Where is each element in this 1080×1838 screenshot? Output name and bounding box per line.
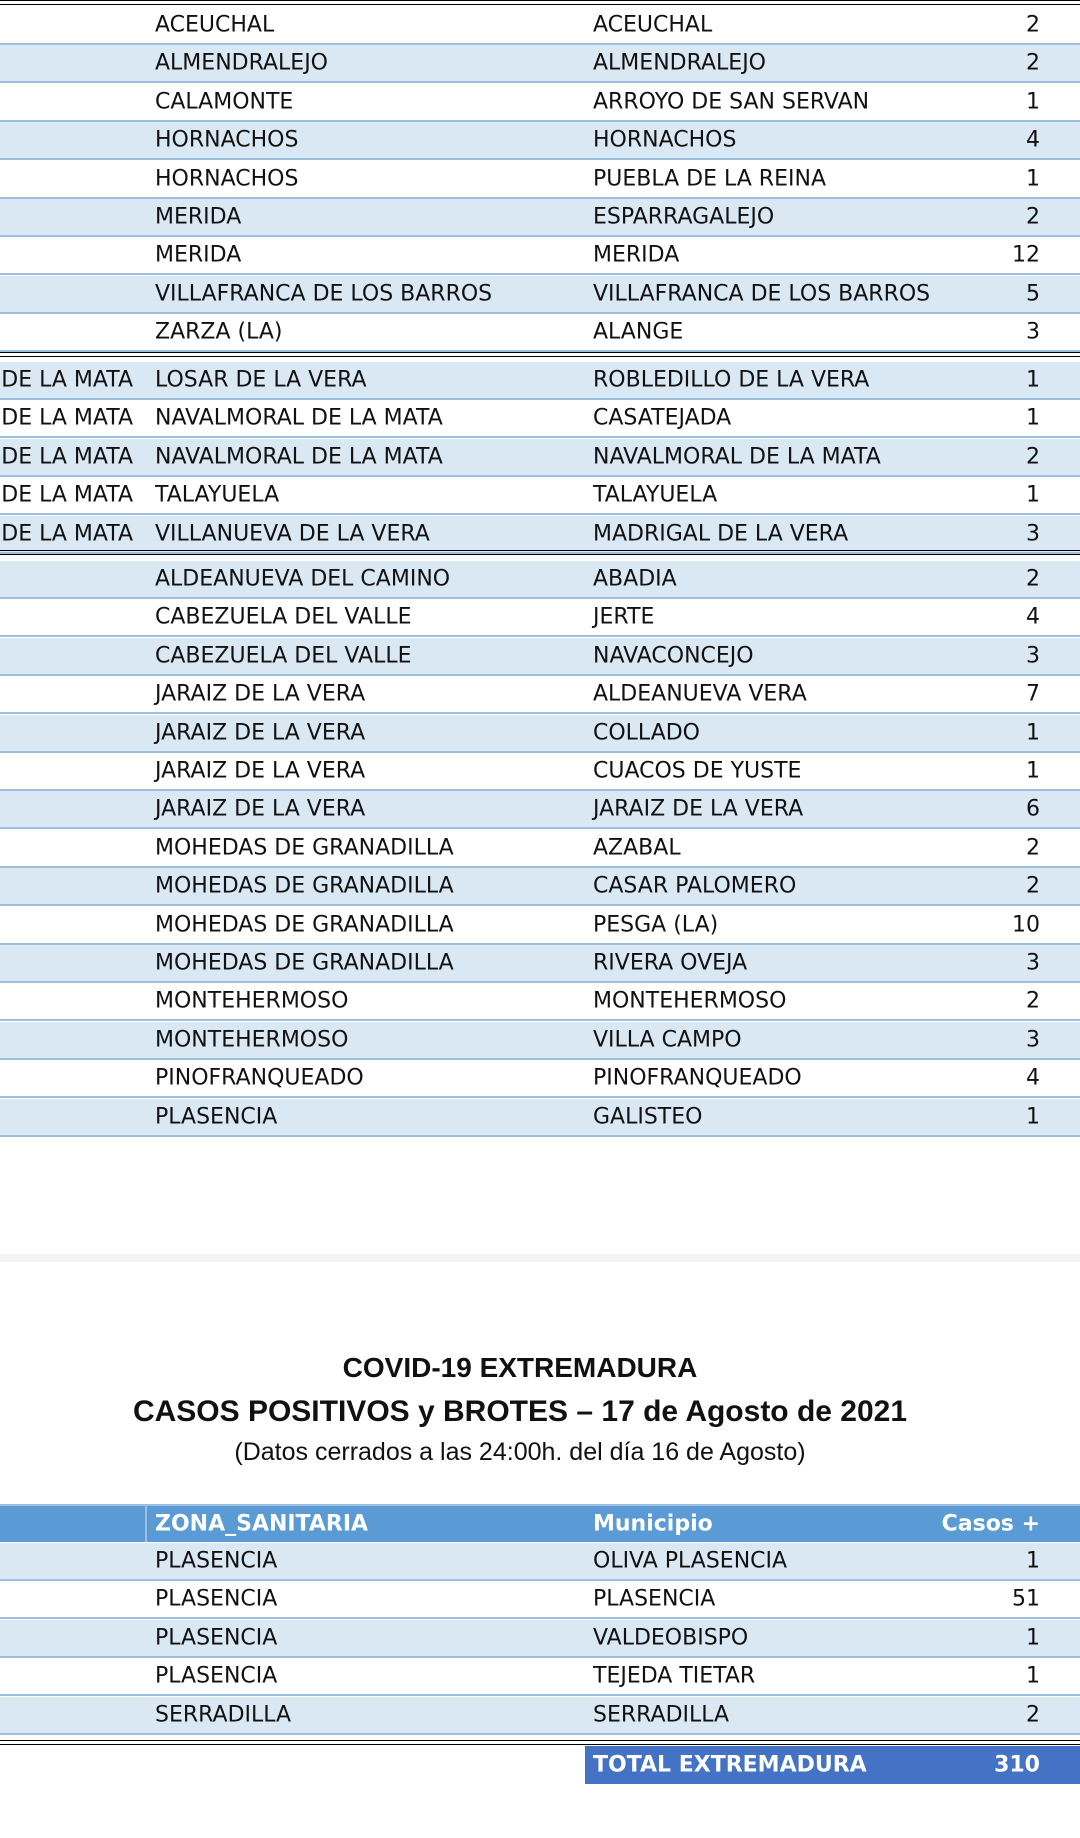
header-casos: Casos + bbox=[941, 1511, 1040, 1537]
cell-zona: MONTEHERMOSO bbox=[155, 988, 349, 1014]
cell-zona: MOHEDAS DE GRANADILLA bbox=[155, 950, 454, 976]
cell-casos: 1 bbox=[1026, 89, 1040, 115]
table-row bbox=[0, 1581, 1080, 1619]
cell-zona: HORNACHOS bbox=[155, 127, 299, 153]
cell-casos: 2 bbox=[1026, 835, 1040, 861]
table-row bbox=[0, 161, 1080, 199]
cell-zona: NAVALMORAL DE LA MATA bbox=[155, 444, 443, 470]
cell-zona: ALDEANUEVA DEL CAMINO bbox=[155, 566, 451, 592]
cell-casos: 4 bbox=[1026, 1065, 1040, 1091]
cell-area: DE LA MATA bbox=[1, 521, 133, 547]
table-row bbox=[0, 276, 1080, 314]
cell-municipio: MONTEHERMOSO bbox=[593, 988, 787, 1014]
cell-casos: 51 bbox=[1012, 1586, 1040, 1612]
table-row bbox=[0, 1022, 1080, 1060]
cell-zona: TALAYUELA bbox=[155, 482, 280, 508]
cell-municipio: ABADIA bbox=[593, 566, 677, 592]
table-row bbox=[0, 477, 1080, 515]
cell-casos: 5 bbox=[1026, 281, 1040, 307]
table-row bbox=[0, 907, 1080, 945]
cell-municipio: ALDEANUEVA VERA bbox=[593, 681, 807, 707]
table-row bbox=[0, 1543, 1080, 1581]
cell-casos: 3 bbox=[1026, 1027, 1040, 1053]
double-rule bbox=[0, 550, 1080, 555]
table-row bbox=[0, 314, 1080, 352]
cell-zona: CABEZUELA DEL VALLE bbox=[155, 643, 412, 669]
cell-zona: MONTEHERMOSO bbox=[155, 1027, 349, 1053]
table-row bbox=[0, 45, 1080, 83]
cell-zona: ACEUCHAL bbox=[155, 12, 275, 38]
double-rule bbox=[0, 1740, 1080, 1745]
cell-zona: PLASENCIA bbox=[155, 1663, 278, 1689]
table-row bbox=[0, 599, 1080, 637]
cell-municipio: AZABAL bbox=[593, 835, 681, 861]
table-row bbox=[0, 84, 1080, 122]
cell-municipio: HORNACHOS bbox=[593, 127, 737, 153]
cell-zona: HORNACHOS bbox=[155, 166, 299, 192]
cell-municipio: TALAYUELA bbox=[593, 482, 718, 508]
report-note: (Datos cerrados a las 24:00h. del día 16 de Agosto) bbox=[234, 1438, 806, 1466]
cell-municipio: VALDEOBISPO bbox=[593, 1625, 749, 1651]
page-break-bar bbox=[0, 1254, 1080, 1262]
cell-zona: MOHEDAS DE GRANADILLA bbox=[155, 835, 454, 861]
cell-zona: SERRADILLA bbox=[155, 1702, 292, 1728]
cell-municipio: NAVACONCEJO bbox=[593, 643, 754, 669]
table-row bbox=[0, 1060, 1080, 1098]
cell-casos: 2 bbox=[1026, 50, 1040, 76]
cell-area: DE LA MATA bbox=[1, 444, 133, 470]
cell-municipio: OLIVA PLASENCIA bbox=[593, 1548, 788, 1574]
cell-casos: 3 bbox=[1026, 643, 1040, 669]
cell-casos: 2 bbox=[1026, 1702, 1040, 1728]
double-rule bbox=[0, 352, 1080, 357]
cell-municipio: JERTE bbox=[593, 604, 655, 630]
cell-zona: NAVALMORAL DE LA MATA bbox=[155, 405, 443, 431]
cell-municipio: PESGA (LA) bbox=[593, 912, 719, 938]
header-divider bbox=[145, 1506, 147, 1542]
cell-zona: VILLAFRANCA DE LOS BARROS bbox=[155, 281, 493, 307]
cell-casos: 1 bbox=[1026, 1625, 1040, 1651]
cell-casos: 1 bbox=[1026, 1104, 1040, 1130]
table-row bbox=[0, 439, 1080, 477]
table-row bbox=[0, 122, 1080, 160]
table-row bbox=[0, 945, 1080, 983]
cell-casos: 1 bbox=[1026, 482, 1040, 508]
cell-zona: JARAIZ DE LA VERA bbox=[155, 796, 366, 822]
cell-casos: 1 bbox=[1026, 1548, 1040, 1574]
cell-casos: 3 bbox=[1026, 521, 1040, 547]
cell-municipio: VILLAFRANCA DE LOS BARROS bbox=[593, 281, 931, 307]
cell-area: DE LA MATA bbox=[1, 367, 133, 393]
cell-municipio: ESPARRAGALEJO bbox=[593, 204, 775, 230]
cell-municipio: ALMENDRALEJO bbox=[593, 50, 766, 76]
cell-casos: 7 bbox=[1026, 681, 1040, 707]
cell-casos: 1 bbox=[1026, 758, 1040, 784]
cell-municipio: COLLADO bbox=[593, 720, 701, 746]
cell-zona: MOHEDAS DE GRANADILLA bbox=[155, 912, 454, 938]
cell-municipio: TEJEDA TIETAR bbox=[593, 1663, 756, 1689]
total-label: TOTAL EXTREMADURA bbox=[593, 1752, 867, 1778]
cell-zona: MOHEDAS DE GRANADILLA bbox=[155, 873, 454, 899]
cell-zona: PINOFRANQUEADO bbox=[155, 1065, 364, 1091]
cell-zona: JARAIZ DE LA VERA bbox=[155, 758, 366, 784]
report-subtitle: CASOS POSITIVOS y BROTES – 17 de Agosto de 2021 bbox=[132, 1395, 908, 1428]
table-row bbox=[0, 400, 1080, 438]
cell-municipio: JARAIZ DE LA VERA bbox=[593, 796, 804, 822]
cell-municipio: VILLA CAMPO bbox=[593, 1027, 742, 1053]
table-row bbox=[0, 237, 1080, 275]
table-row bbox=[0, 715, 1080, 753]
cell-municipio: MADRIGAL DE LA VERA bbox=[593, 521, 849, 547]
cell-casos: 10 bbox=[1012, 912, 1040, 938]
cell-casos: 1 bbox=[1026, 166, 1040, 192]
table-row bbox=[0, 561, 1080, 599]
table-row bbox=[0, 983, 1080, 1021]
cell-casos: 1 bbox=[1026, 367, 1040, 393]
cell-zona: PLASENCIA bbox=[155, 1586, 278, 1612]
table-header bbox=[0, 1504, 1080, 1542]
table-row bbox=[0, 1658, 1080, 1696]
double-rule bbox=[0, 0, 1080, 5]
cell-municipio: MERIDA bbox=[593, 242, 680, 268]
header-zona: ZONA_SANITARIA bbox=[155, 1511, 369, 1537]
table-row bbox=[0, 1620, 1080, 1658]
cell-zona: LOSAR DE LA VERA bbox=[155, 367, 367, 393]
cell-casos: 12 bbox=[1012, 242, 1040, 268]
cell-zona: VILLANUEVA DE LA VERA bbox=[155, 521, 430, 547]
cell-municipio: CASAR PALOMERO bbox=[593, 873, 797, 899]
cell-municipio: CASATEJADA bbox=[593, 405, 732, 431]
cell-municipio: PLASENCIA bbox=[593, 1586, 716, 1612]
table-row bbox=[0, 199, 1080, 237]
cell-area: DE LA MATA bbox=[1, 482, 133, 508]
cell-zona: PLASENCIA bbox=[155, 1104, 278, 1130]
cell-municipio: PUEBLA DE LA REINA bbox=[593, 166, 826, 192]
cell-municipio: SERRADILLA bbox=[593, 1702, 730, 1728]
header-municipio: Municipio bbox=[593, 1511, 713, 1537]
cell-area: DE LA MATA bbox=[1, 405, 133, 431]
table-row bbox=[0, 791, 1080, 829]
cell-municipio: ARROYO DE SAN SERVAN bbox=[593, 89, 870, 115]
cell-casos: 2 bbox=[1026, 988, 1040, 1014]
cell-casos: 3 bbox=[1026, 319, 1040, 345]
cell-casos: 1 bbox=[1026, 405, 1040, 431]
total-row bbox=[585, 1746, 1080, 1784]
table-row bbox=[0, 1697, 1080, 1735]
table-row bbox=[0, 1099, 1080, 1137]
cell-zona: MERIDA bbox=[155, 204, 242, 230]
cell-zona: PLASENCIA bbox=[155, 1625, 278, 1651]
cell-zona: MERIDA bbox=[155, 242, 242, 268]
cell-municipio: ALANGE bbox=[593, 319, 684, 345]
table-row bbox=[0, 516, 1080, 554]
total-value: 310 bbox=[994, 1752, 1040, 1778]
cell-casos: 2 bbox=[1026, 566, 1040, 592]
cell-municipio: PINOFRANQUEADO bbox=[593, 1065, 802, 1091]
cell-zona: ALMENDRALEJO bbox=[155, 50, 328, 76]
cell-zona: ZARZA (LA) bbox=[155, 319, 283, 345]
cell-casos: 1 bbox=[1026, 1663, 1040, 1689]
cell-zona: CABEZUELA DEL VALLE bbox=[155, 604, 412, 630]
cell-municipio: ACEUCHAL bbox=[593, 12, 713, 38]
cell-casos: 2 bbox=[1026, 204, 1040, 230]
cell-casos: 2 bbox=[1026, 873, 1040, 899]
table-row bbox=[0, 638, 1080, 676]
cell-municipio: CUACOS DE YUSTE bbox=[593, 758, 802, 784]
cell-casos: 6 bbox=[1026, 796, 1040, 822]
table-row bbox=[0, 868, 1080, 906]
cell-zona: JARAIZ DE LA VERA bbox=[155, 681, 366, 707]
cell-municipio: ROBLEDILLO DE LA VERA bbox=[593, 367, 870, 393]
cell-casos: 1 bbox=[1026, 720, 1040, 746]
cell-zona: PLASENCIA bbox=[155, 1548, 278, 1574]
table-row bbox=[0, 676, 1080, 714]
cell-zona: CALAMONTE bbox=[155, 89, 294, 115]
cell-casos: 2 bbox=[1026, 444, 1040, 470]
table-row bbox=[0, 362, 1080, 400]
table-row bbox=[0, 830, 1080, 868]
cell-zona: JARAIZ DE LA VERA bbox=[155, 720, 366, 746]
cell-casos: 3 bbox=[1026, 950, 1040, 976]
cell-municipio: GALISTEO bbox=[593, 1104, 703, 1130]
cell-municipio: RIVERA OVEJA bbox=[593, 950, 748, 976]
cell-casos: 4 bbox=[1026, 604, 1040, 630]
cell-casos: 4 bbox=[1026, 127, 1040, 153]
cell-casos: 2 bbox=[1026, 12, 1040, 38]
cell-municipio: NAVALMORAL DE LA MATA bbox=[593, 444, 881, 470]
table-row bbox=[0, 753, 1080, 791]
table-row bbox=[0, 7, 1080, 45]
report-title: COVID-19 EXTREMADURA bbox=[342, 1352, 698, 1383]
